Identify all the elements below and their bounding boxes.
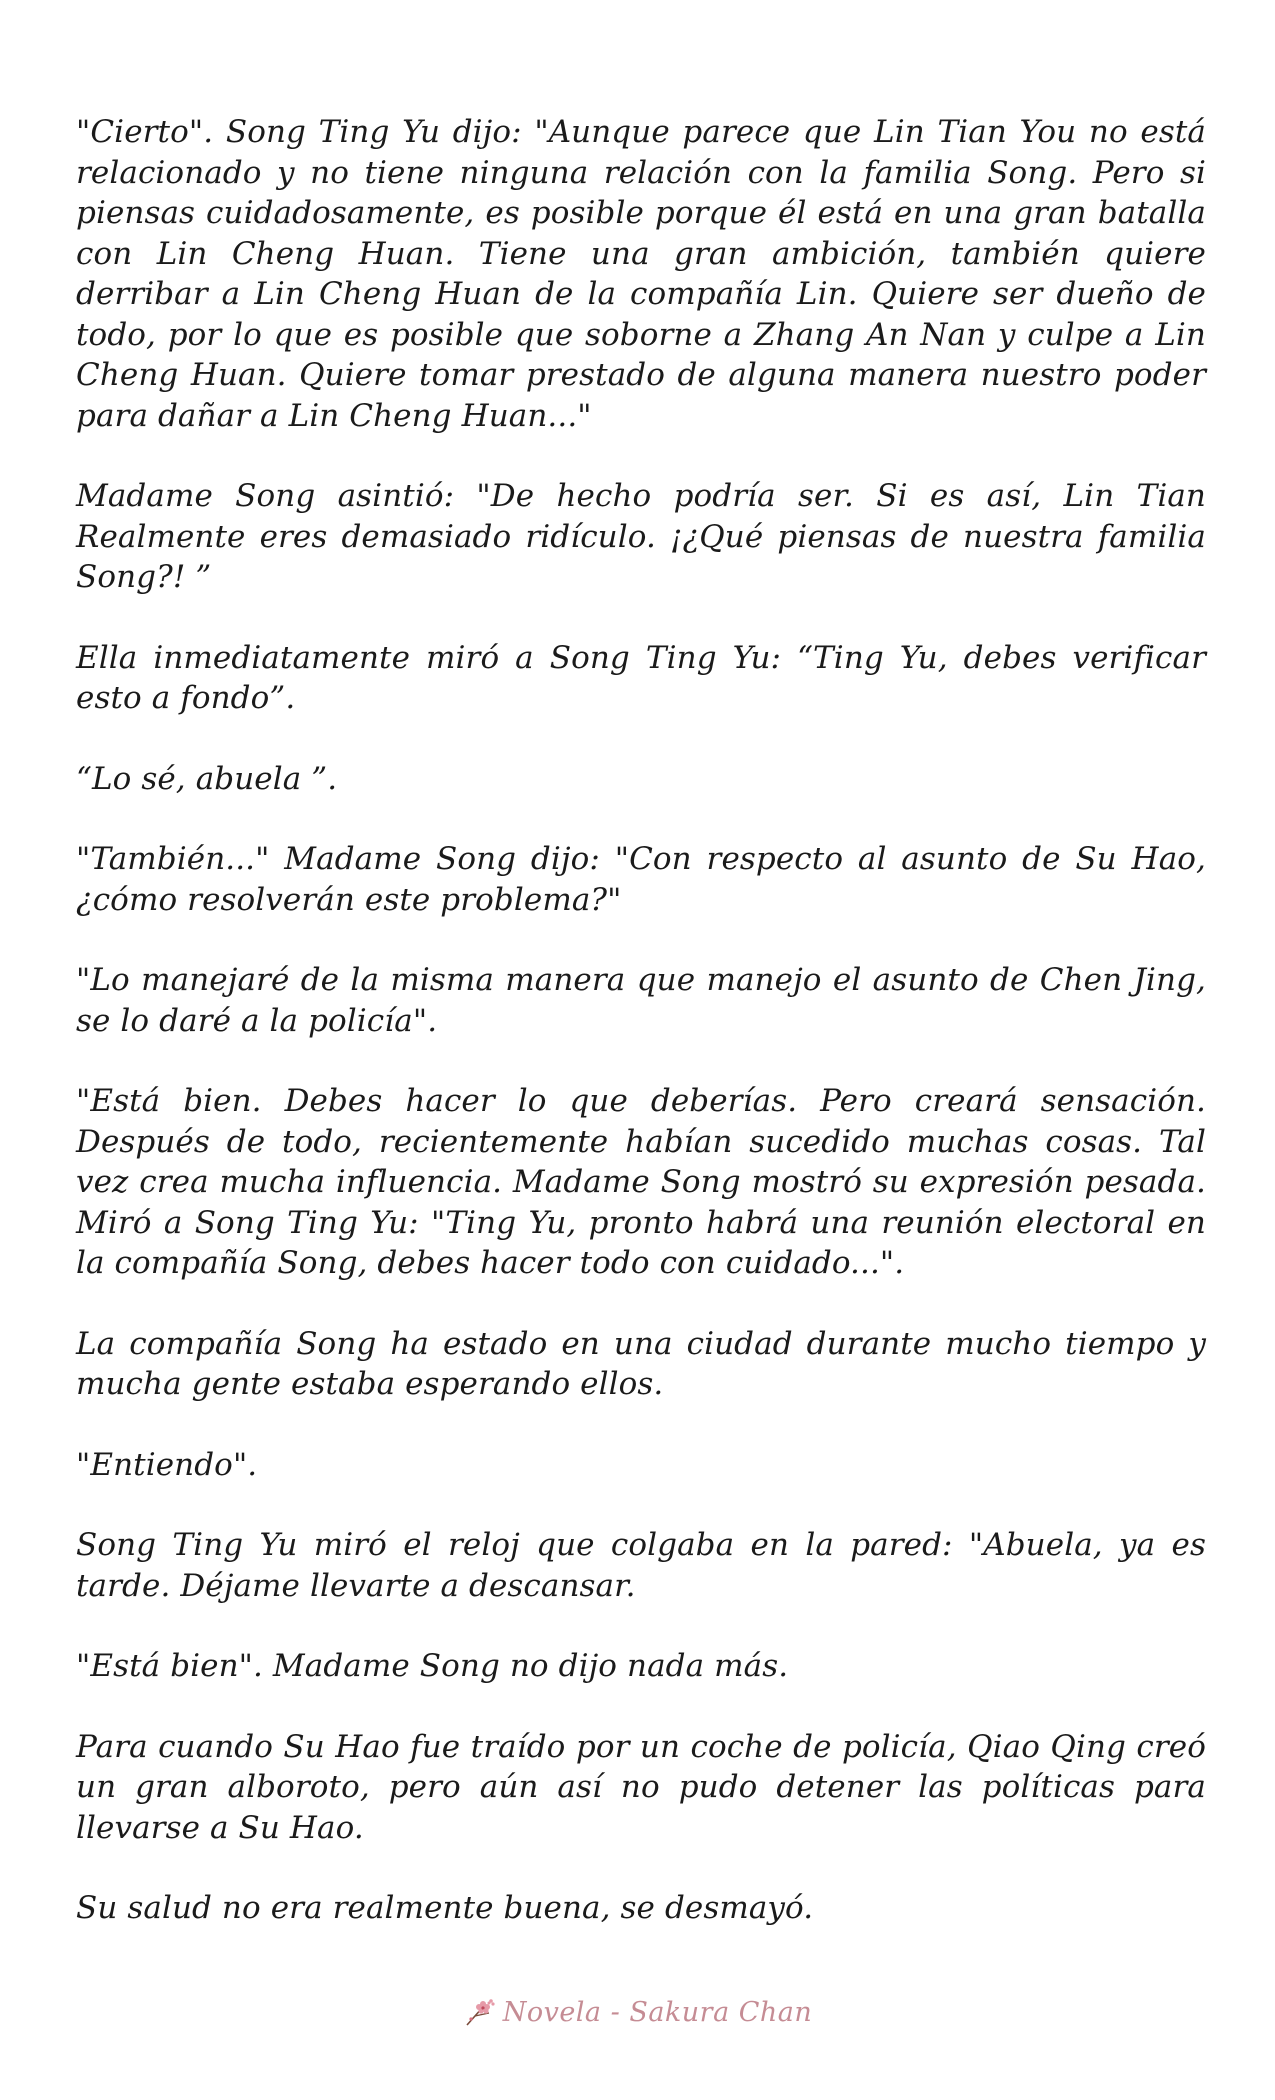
paragraph: "También..." Madame Song dijo: "Con respecto al asunto de Su Hao, ¿cómo resolverán este problema?" <box>76 841 1206 918</box>
text-body <box>76 112 1206 1969</box>
sakura-flower-icon <box>463 1995 497 2029</box>
paragraph: "Lo manejaré de la misma manera que manejo el asunto de Chen Jing, se lo daré a la policía". <box>76 962 1206 1039</box>
footer-text: Novela - Sakura Chan <box>502 1996 813 2028</box>
paragraph: "Entiendo". <box>76 1446 258 1483</box>
paragraph: La compañía Song ha estado en una ciudad durante mucho tiempo y mucha gente estaba esperando ellos. <box>76 1325 1206 1402</box>
paragraph: "Está bien. Debes hacer lo que deberías. Pero creará sensación. Después de todo, recientemente habían sucedido muchas cosas. Tal vez crea mucha influencia. Madame Song mostró su expresión pesada. Miró a Song Ting Yu: "Ting Yu, pronto habrá una reunión electoral en la compañía Song, debes hacer todo con cuidado...". <box>76 1083 1206 1281</box>
paragraph: Madame Song asintió: "De hecho podría ser. Si es así, Lin Tian Realmente eres demasiado ridículo. ¡¿Qué piensas de nuestra familia Song?! ” <box>76 478 1206 595</box>
footer-watermark <box>0 1992 1275 2032</box>
paragraph: Song Ting Yu miró el reloj que colgaba en la pared: "Abuela, ya es tarde. Déjame llevarte a descansar. <box>76 1527 1206 1604</box>
paragraph: Para cuando Su Hao fue traído por un coche de policía, Qiao Qing creó un gran alboroto, pero aún así no pudo detener las políticas para llevarse a Su Hao. <box>76 1728 1206 1846</box>
paragraph: “Lo sé, abuela ”. <box>76 760 338 797</box>
paragraph: Ella inmediatamente miró a Song Ting Yu: “Ting Yu, debes verificar esto a fondo”. <box>76 639 1206 716</box>
paragraph: "Está bien". Madame Song no dijo nada más. <box>76 1648 789 1684</box>
paragraph: "Cierto". Song Ting Yu dijo: "Aunque parece que Lin Tian You no está relacionado y no tiene ninguna relación con la familia Song. Pero si piensas cuidadosamente, es posible porque él está en una gran batalla con Lin Cheng Huan. Tiene una gran ambición, también quiere derribar a Lin Cheng Huan de la compañía Lin. Quiere ser dueño de todo, por lo que es posible que soborne a Zhang An Nan y culpe a Lin Cheng Huan. Quiere tomar prestado de alguna manera nuestro poder para dañar a Lin Cheng Huan..." <box>76 114 1206 434</box>
paragraph: Su salud no era realmente buena, se desmayó. <box>76 1890 814 1926</box>
